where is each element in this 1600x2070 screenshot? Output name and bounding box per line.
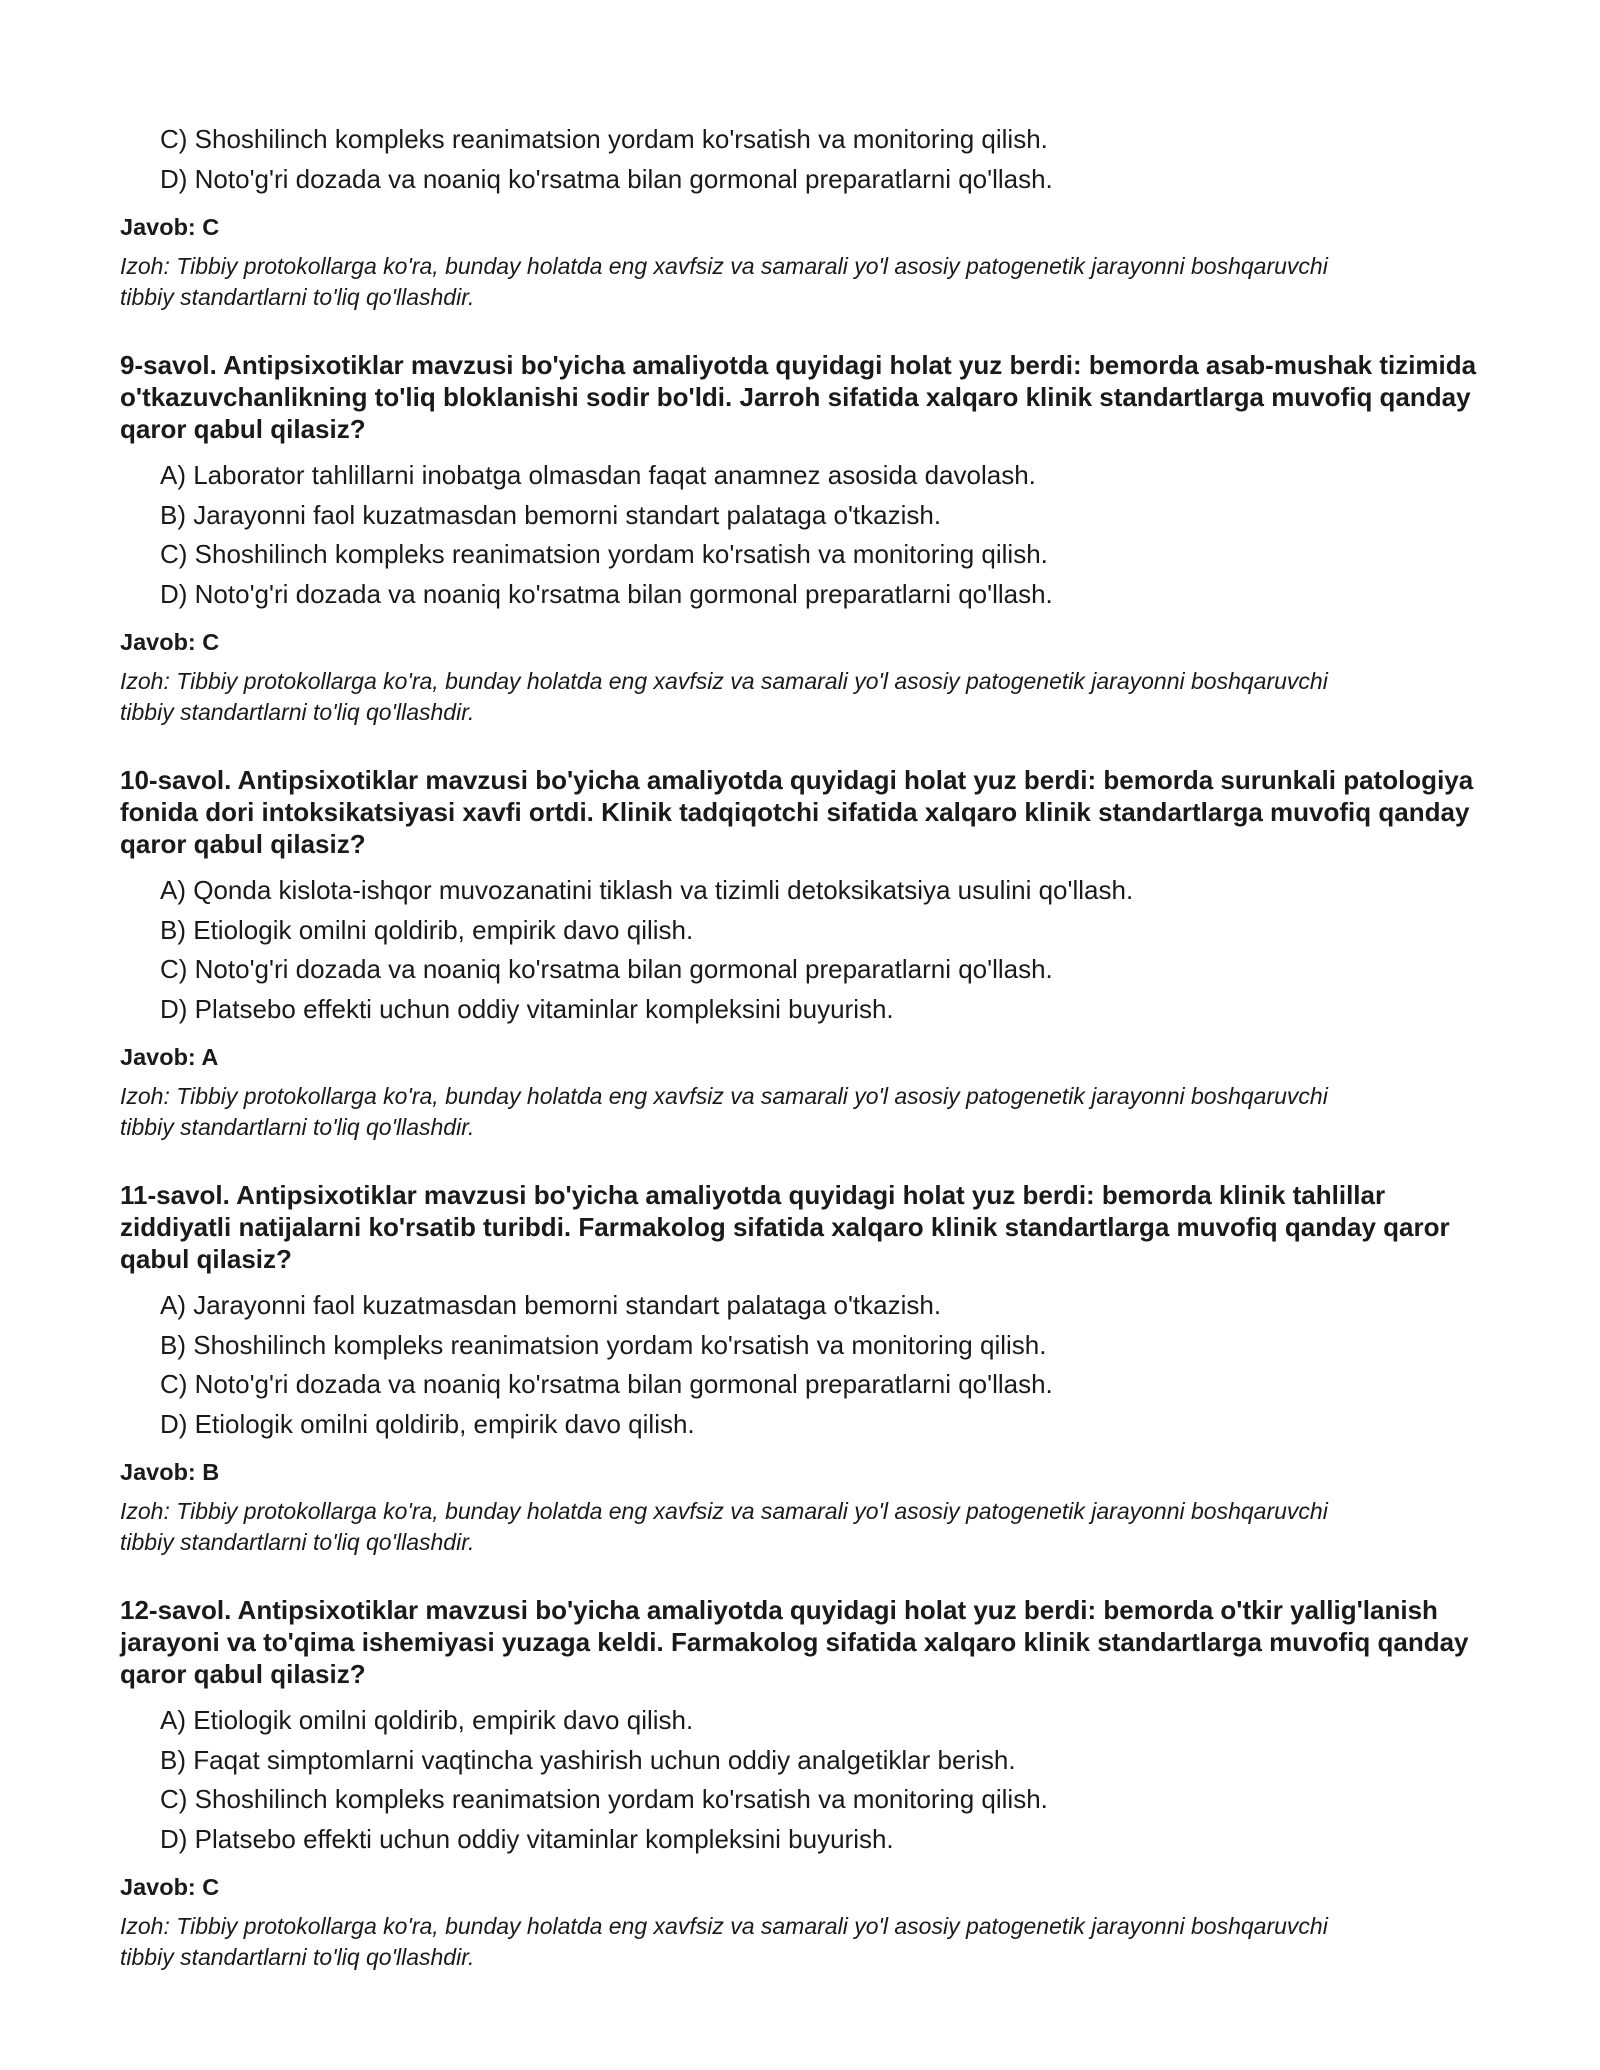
option-c: C) Noto'g'ri dozada va noaniq ko'rsatma bilan gormonal preparatlarni qo'llash. [160, 954, 1053, 984]
option-b: B) Shoshilinch kompleks reanimatsion yordam ko'rsatish va monitoring qilish. [160, 1329, 1047, 1360]
question-11 [120, 1179, 1500, 1558]
option-a: A) Etiologik omilni qoldirib, empirik davo qilish. [160, 1705, 694, 1735]
question-text: 9-savol. Antipsixotiklar mavzusi bo'yicha amaliyotda quyidagi holat yuz berdi: bemorda asab-mushak tizimida o'tkazuvchanlikning to'liq bloklanishi sodir bo'ldi. Jarroh sifatida xalqaro klinik standartlarga muvofiq qanday qaror qabul qilasiz? [120, 350, 1477, 444]
question-8-continuation [120, 120, 1500, 313]
option-b: B) Faqat simptomlarni vaqtincha yashirish uchun oddiy analgetiklar berish. [160, 1744, 1016, 1775]
explanation-note: Izoh: Tibbiy protokollarga ko'ra, bunday holatda eng xavfsiz va samarali yo'l asosiy patogenetik jarayonni boshqaruvchi tibbiy standartlarni to'liq qo'llashdir. [120, 668, 1328, 725]
option-d: D) Etiologik omilni qoldirib, empirik davo qilish. [160, 1408, 695, 1439]
explanation-note: Izoh: Tibbiy protokollarga ko'ra, bunday holatda eng xavfsiz va samarali yo'l asosiy patogenetik jarayonni boshqaruvchi tibbiy standartlarni to'liq qo'llashdir. [120, 1498, 1328, 1555]
option-a: A) Jarayonni faol kuzatmasdan bemorni standart palataga o'tkazish. [160, 1290, 942, 1320]
question-12 [120, 1594, 1500, 1973]
explanation-note: Izoh: Tibbiy protokollarga ko'ra, bunday holatda eng xavfsiz va samarali yo'l asosiy patogenetik jarayonni boshqaruvchi tibbiy standartlarni to'liq qo'llashdir. [120, 253, 1328, 310]
option-d: D) Noto'g'ri dozada va noaniq ko'rsatma bilan gormonal preparatlarni qo'llash. [160, 578, 1053, 609]
option-b: B) Etiologik omilni qoldirib, empirik davo qilish. [160, 914, 694, 945]
option-d: D) Platsebo effekti uchun oddiy vitaminlar kompleksini buyurish. [160, 993, 894, 1024]
answer-key: Javob: B [120, 1459, 220, 1485]
option-b: B) Jarayonni faol kuzatmasdan bemorni standart palataga o'tkazish. [160, 499, 942, 530]
option-d: D) Noto'g'ri dozada va noaniq ko'rsatma bilan gormonal preparatlarni qo'llash. [160, 163, 1053, 194]
question-9 [120, 349, 1500, 728]
explanation-note: Izoh: Tibbiy protokollarga ko'ra, bunday holatda eng xavfsiz va samarali yo'l asosiy patogenetik jarayonni boshqaruvchi tibbiy standartlarni to'liq qo'llashdir. [120, 1913, 1328, 1970]
question-10 [120, 764, 1500, 1143]
option-d: D) Platsebo effekti uchun oddiy vitaminlar kompleksini buyurish. [160, 1823, 894, 1854]
option-c: C) Shoshilinch kompleks reanimatsion yordam ko'rsatish va monitoring qilish. [160, 1784, 1048, 1814]
option-c: C) Shoshilinch kompleks reanimatsion yordam ko'rsatish va monitoring qilish. [160, 124, 1048, 154]
explanation-note: Izoh: Tibbiy protokollarga ko'ra, bunday holatda eng xavfsiz va samarali yo'l asosiy patogenetik jarayonni boshqaruvchi tibbiy standartlarni to'liq qo'llashdir. [120, 1083, 1328, 1140]
option-c: C) Shoshilinch kompleks reanimatsion yordam ko'rsatish va monitoring qilish. [160, 539, 1048, 569]
answer-key: Javob: C [120, 629, 220, 655]
option-c: C) Noto'g'ri dozada va noaniq ko'rsatma bilan gormonal preparatlarni qo'llash. [160, 1369, 1053, 1399]
answer-key: Javob: A [120, 1044, 219, 1070]
question-text: 10-savol. Antipsixotiklar mavzusi bo'yicha amaliyotda quyidagi holat yuz berdi: bemorda surunkali patologiya fonida dori intoksikatsiyasi xavfi ortdi. Klinik tadqiqotchi sifatida xalqaro klinik standartlarga muvofiq qanday qaror qabul qilasiz? [120, 765, 1474, 859]
question-text: 12-savol. Antipsixotiklar mavzusi bo'yicha amaliyotda quyidagi holat yuz berdi: bemorda o'tkir yallig'lanish jarayoni va to'qima ishemiyasi yuzaga keldi. Farmakolog sifatida xalqaro klinik standartlarga muvofiq qanday qaror qabul qilasiz? [120, 1595, 1469, 1689]
answer-options [120, 120, 1500, 199]
question-text: 11-savol. Antipsixotiklar mavzusi bo'yicha amaliyotda quyidagi holat yuz berdi: bemorda klinik tahlillar ziddiyatli natijalarni ko'rsatib turibdi. Farmakolog sifatida xalqaro klinik standartlarga muvofiq qanday qaror qabul qilasiz? [120, 1180, 1450, 1274]
answer-options [120, 871, 1500, 1029]
answer-key: Javob: C [120, 1874, 220, 1900]
answer-options [120, 1701, 1500, 1859]
answer-options [120, 456, 1500, 614]
answer-options [120, 1286, 1500, 1444]
option-a: A) Qonda kislota-ishqor muvozanatini tiklash va tizimli detoksikatsiya usulini qo'llash. [160, 875, 1134, 905]
option-a: A) Laborator tahlillarni inobatga olmasdan faqat anamnez asosida davolash. [160, 460, 1036, 490]
answer-key: Javob: C [120, 214, 220, 240]
